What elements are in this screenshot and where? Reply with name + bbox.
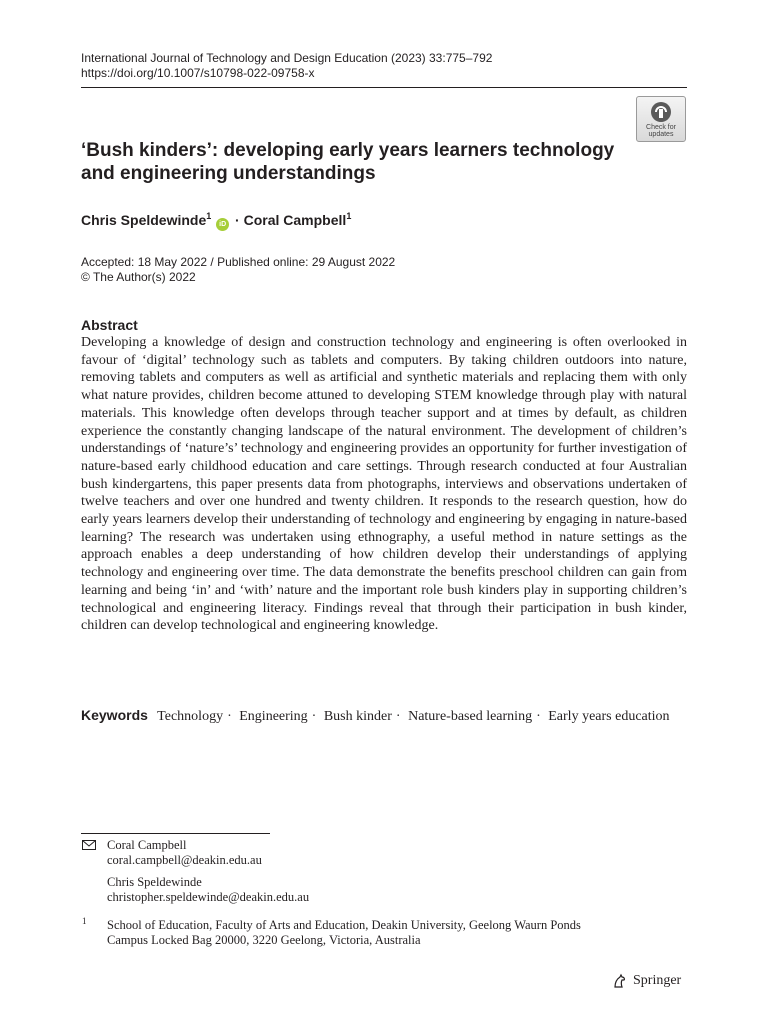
springer-horse-icon — [612, 973, 628, 989]
publisher-name: Springer — [633, 973, 682, 988]
affiliation-marker: 1 — [346, 211, 352, 221]
envelope-icon — [82, 840, 96, 850]
footnote-divider — [81, 833, 270, 834]
orcid-icon[interactable]: iD — [216, 218, 229, 231]
contact-email[interactable]: coral.campbell@deakin.edu.au — [107, 853, 262, 867]
publisher-logo — [612, 973, 681, 989]
keyword: Engineering — [239, 709, 308, 724]
affiliation-number: 1 — [82, 916, 87, 926]
keywords-label: Keywords — [81, 707, 148, 723]
affiliation-text: School of Education, Faculty of Arts and Education, Deakin University, Geelong Waurn Ponds — [107, 918, 581, 932]
doi-link[interactable]: https://doi.org/10.1007/s10798-022-09758-x — [81, 66, 315, 80]
keyword-separator: · — [395, 709, 401, 724]
abstract-heading: Abstract — [81, 317, 138, 333]
keyword-separator: · — [536, 709, 541, 724]
check-for-updates-icon — [650, 101, 672, 123]
article-title: ‘Bush kinders’: developing early years learners technology and engineering understandings — [81, 140, 615, 184]
keyword: Bush kinder — [323, 709, 392, 724]
affiliation-text: Campus Locked Bag 20000, 3220 Geelong, Victoria, Australia — [107, 933, 421, 947]
author-list — [81, 207, 351, 231]
keywords-section — [81, 707, 687, 726]
keyword-separator: · — [227, 709, 232, 724]
check-for-updates-badge[interactable] — [636, 96, 686, 142]
author-name[interactable]: Coral Campbell — [243, 212, 347, 228]
keyword: Nature-based learning — [408, 709, 533, 724]
contact-name: Chris Speldewinde — [107, 875, 202, 889]
keyword-separator: · — [311, 709, 317, 724]
keyword: Technology — [157, 709, 224, 724]
header-divider — [81, 87, 687, 88]
abstract-body: Developing a knowledge of design and construction technology and engineering is often overlooked in favour of ‘digital’ technology such as tablets and computers. By taking children outdoors into nature, removing tablets and computers as well as artificial and synthetic materials and replacing them with only what nature provides, children become attuned to developing STEM knowledge through play with natural materials. This knowledge often develops through teacher support and at times by default, as children experience the constantly changing landscape of the natural environment. The development of children’s understandings of ‘nature’s’ technology and engineering provides an opportunity for further investigation of nature-based early childhood education and care settings. Through research conducted at four Australian bush kindergartens, this paper presents data from photographs, interviews and observations undertaken of twelve teachers and over one hundred and twenty children. It responds to the research question, how do early years learners develop their understanding of technology and engineering by engaging in nature-based learning? The research was undertaken using ethnography, a useful method in nature settings as the approach enables a deep understanding of how children develop their understandings of applying technology and engineering over time. The data demonstrate the benefits preschool children can gain from learning and being ‘in’ and ‘with’ nature and the important role bush kinders play in supporting children’s technological and engineering literacy. Findings reveal that through their participation in bush kinder, children can develop technological and engineering knowledge. — [81, 335, 687, 634]
author-separator: · — [231, 212, 244, 228]
contact-email[interactable]: christopher.speldewinde@deakin.edu.au — [107, 890, 310, 904]
publication-dates: Accepted: 18 May 2022 / Published online: 29 August 2022 — [81, 255, 396, 269]
keyword: Early years education — [548, 709, 670, 724]
check-for-updates-label: Check for updates — [646, 124, 676, 138]
copyright-notice: © The Author(s) 2022 — [81, 270, 196, 284]
contact-name: Coral Campbell — [107, 838, 187, 852]
journal-citation: International Journal of Technology and Design Education (2023) 33:775–792 — [81, 51, 493, 65]
affiliation-marker: 1 — [206, 211, 212, 221]
author-name[interactable]: Chris Speldewinde — [81, 212, 207, 228]
